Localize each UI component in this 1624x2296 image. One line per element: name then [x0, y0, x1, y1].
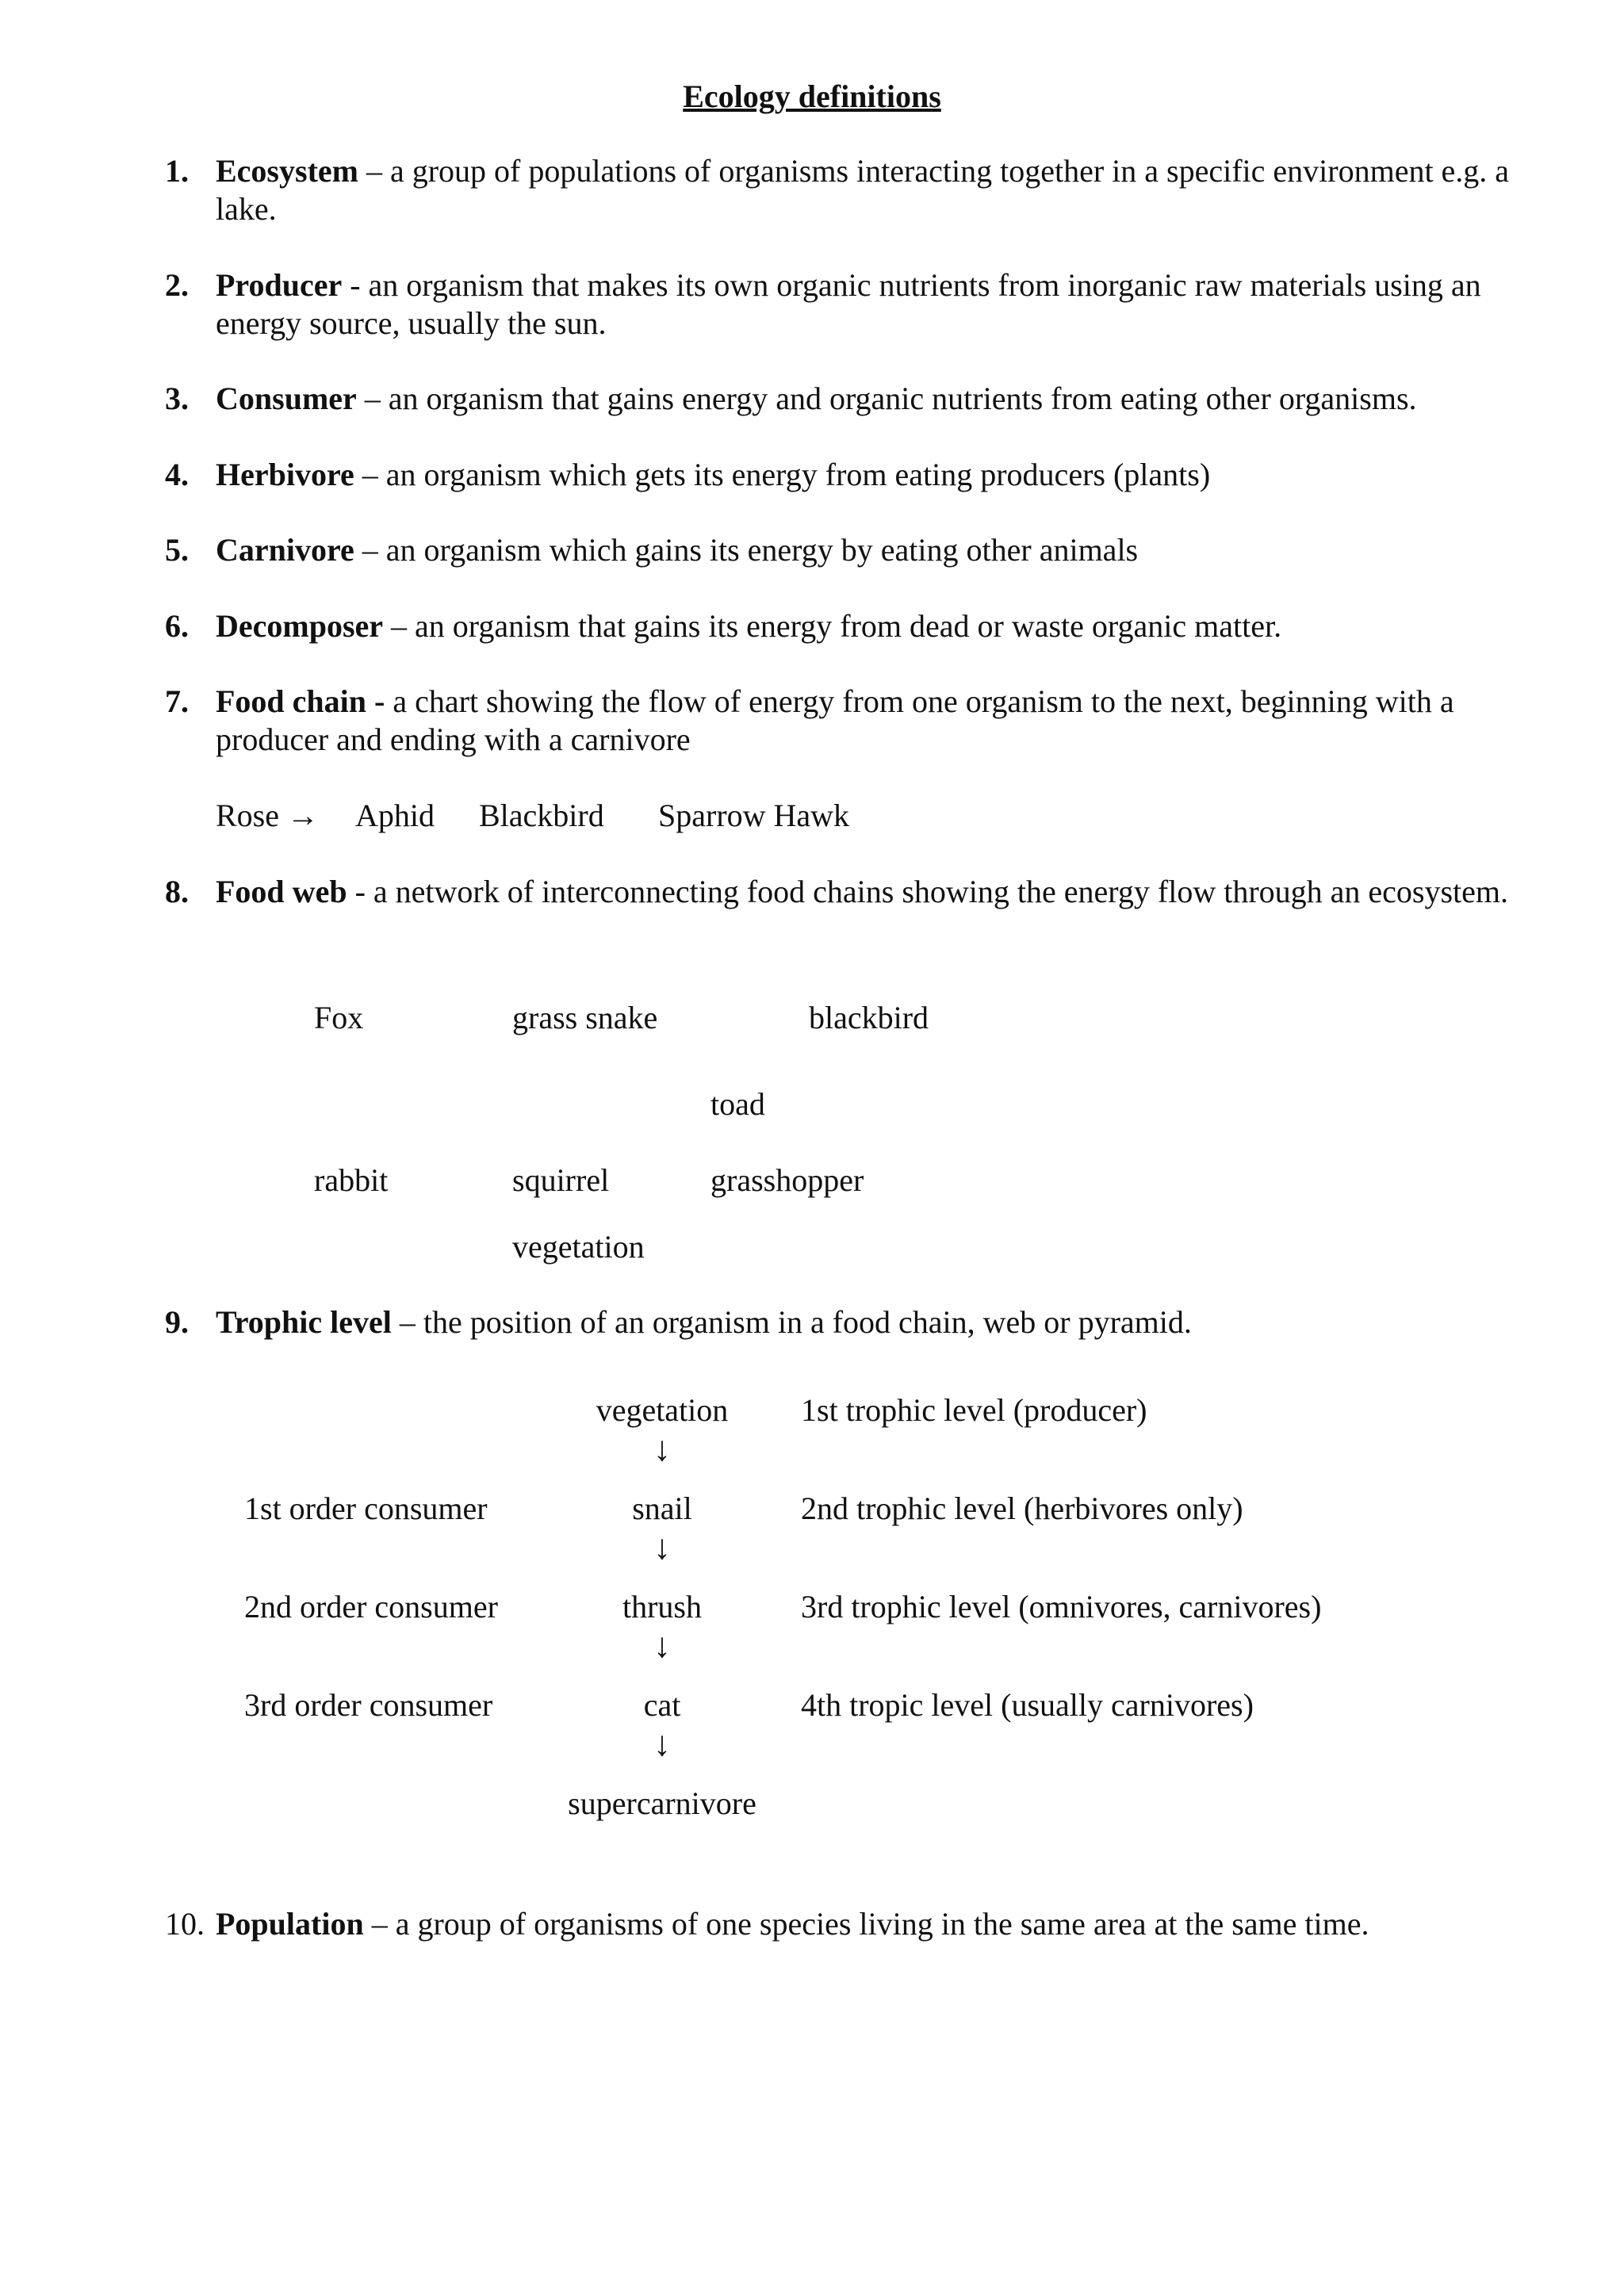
definition-ecosystem [165, 152, 1513, 228]
item-number: 4. [165, 457, 189, 492]
definition-term: Producer [216, 267, 343, 303]
trophic-consumer-order: 3rd order consumer [244, 1687, 493, 1723]
definition-term: Population [216, 1906, 364, 1942]
item-number: 6. [165, 608, 189, 644]
food-chain-aphid: Aphid [355, 798, 435, 833]
food-chain-blackbird: Blackbird [479, 798, 604, 833]
food-web-rabbit: rabbit [314, 1162, 389, 1198]
definition-term: Herbivore [216, 457, 354, 492]
definition-term: Food web [216, 874, 347, 909]
definition-term: Carnivore [216, 532, 354, 568]
definition-text: a chart showing the flow of energy from one organism to the next, beginning with a producer and ending with a carnivore [216, 683, 1454, 757]
definition-text: - a network of interconnecting food chains showing the energy flow through an ecosystem. [347, 874, 1509, 909]
definition-decomposer [165, 607, 1513, 645]
trophic-organism: vegetation [596, 1392, 729, 1428]
food-web-vegetation: vegetation [512, 1229, 645, 1265]
down-arrow-icon: ↓ [653, 1528, 671, 1567]
definition-text: – an organism which gets its energy from eating producers (plants) [354, 457, 1211, 492]
trophic-consumer-order: 1st order consumer [244, 1490, 488, 1526]
item-number: 9. [165, 1304, 189, 1340]
trophic-organism: snail [632, 1490, 692, 1526]
trophic-consumer-order: 2nd order consumer [244, 1589, 498, 1624]
food-web-squirrel: squirrel [512, 1162, 610, 1198]
definition-text: – an organism that gains its energy from dead or waste organic matter. [383, 608, 1282, 644]
trophic-organism: cat [643, 1687, 681, 1723]
food-web-grass-snake: grass snake [512, 1000, 658, 1035]
trophic-level-label: 3rd trophic level (omnivores, carnivores) [801, 1589, 1322, 1624]
trophic-level-label: 1st trophic level (producer) [801, 1392, 1147, 1428]
definition-text: – an organism that gains energy and organic nutrients from eating other organisms. [356, 381, 1417, 416]
definition-term: Trophic level [216, 1304, 392, 1340]
food-web-toad: toad [710, 1086, 765, 1122]
item-number: 1. [165, 153, 189, 189]
definition-term: Decomposer [216, 608, 384, 644]
item-number: 7. [165, 683, 189, 719]
definition-carnivore [165, 531, 1513, 569]
definition-trophic-level [165, 1303, 1513, 1341]
food-chain-sparrow-hawk: Sparrow Hawk [658, 798, 850, 833]
down-arrow-icon: ↓ [653, 1626, 671, 1665]
food-chain-rose: Rose → [216, 798, 319, 833]
definition-text: – a group of populations of organisms interacting together in a specific environment e.g. a lake. [216, 153, 1510, 227]
item-number: 8. [165, 874, 189, 909]
definition-text: – the position of an organism in a food chain, web or pyramid. [391, 1304, 1192, 1340]
food-web-blackbird: blackbird [809, 1000, 929, 1035]
definition-term: Food chain - [216, 683, 385, 719]
item-number: 10. [165, 1906, 205, 1942]
item-number: 5. [165, 532, 189, 568]
trophic-level-label: 4th tropic level (usually carnivores) [801, 1687, 1254, 1723]
definition-term: Consumer [216, 381, 357, 416]
down-arrow-icon: ↓ [653, 1724, 671, 1763]
item-number: 2. [165, 267, 189, 303]
definition-population [165, 1905, 1513, 1943]
down-arrow-icon: ↓ [653, 1429, 671, 1468]
definition-producer [165, 266, 1513, 342]
definition-text: - an organism that makes its own organic nutrients from inorganic raw materials using an energy source, usually the sun. [216, 267, 1481, 341]
trophic-organism: supercarnivore [568, 1785, 756, 1821]
food-web-grasshopper: grasshopper [710, 1162, 864, 1198]
definition-food-web [165, 873, 1513, 911]
trophic-organism: thrush [622, 1589, 702, 1624]
definition-text: – an organism which gains its energy by eating other animals [354, 532, 1139, 568]
definition-food-chain [165, 683, 1513, 759]
definition-consumer [165, 380, 1513, 418]
definition-text: – a group of organisms of one species living in the same area at the same time. [363, 1906, 1369, 1942]
food-web-fox: Fox [314, 1000, 364, 1035]
definition-term: Ecosystem [216, 153, 358, 189]
definition-herbivore [165, 456, 1513, 494]
trophic-level-label: 2nd trophic level (herbivores only) [801, 1490, 1243, 1526]
item-number: 3. [165, 381, 189, 416]
page-title: Ecology definitions [683, 78, 941, 114]
